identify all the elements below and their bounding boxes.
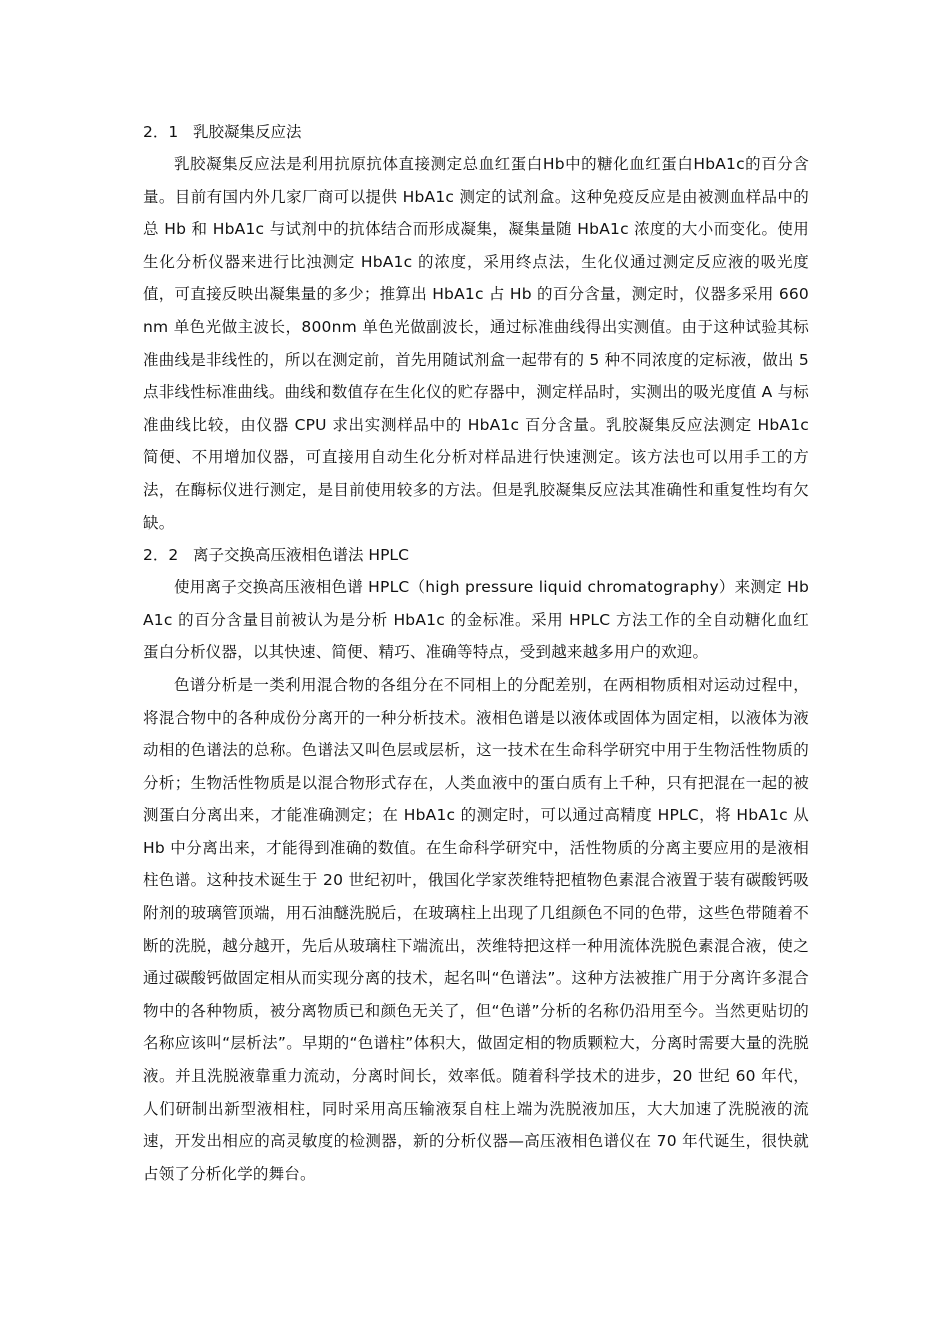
section-heading-2-2	[143, 539, 809, 571]
section-heading-2-1	[143, 116, 809, 148]
section-number: 2．2	[143, 546, 179, 565]
document-page	[143, 116, 809, 1190]
section-title: 离子交换高压液相色谱法 HPLC	[193, 546, 409, 565]
section-title: 乳胶凝集反应法	[193, 123, 302, 141]
paragraph: 使用离子交换高压液相色谱 HPLC（high pressure liquid chromatography）来测定 HbA1c 的百分含量目前被认为是分析 HbA1c 的金标准。采用 HPLC 方法工作的全自动糖化血红蛋白分析仪器，以其快速、简便、精巧、准确等特点，受到越来越多用户的欢迎。	[143, 578, 809, 662]
paragraph: 色谱分析是一类利用混合物的各组分在不同相上的分配差别，在两相物质相对运动过程中，将混合物中的各种成份分离开的一种分析技术。液相色谱是以液体或固体为固定相，以液体为液动相的色谱法的总称。色谱法又叫色层或层析，这一技术在生命科学研究中用于生物活性物质的分析；生物活性物质是以混合物形式存在，人类血液中的蛋白质有上千种，只有把混在一起的被测蛋白分离出来，才能准确测定；在 HbA1c 的测定时，可以通过高精度 HPLC，将 HbA1c 从 Hb 中分离出来，才能得到准确的数值。在生命科学研究中，活性物质的分离主要应用的是液相柱色谱。这种技术诞生于 20 世纪初叶，俄国化学家茨维特把植物色素混合液置于装有碳酸钙吸附剂的玻璃管顶端，用石油醚洗脱后，在玻璃柱上出现了几组颜色不同的色带，这些色带随着不断的洗脱，越分越开，先后从玻璃柱下端流出，茨维特把这样一种用流体洗脱色素混合液，使之通过碳酸钙做固定相从而实现分离的技术，起名叫“色谱法”。这种方法被推广用于分离许多混合物中的各种物质，被分离物质已和颜色无关了，但“色谱”分析的名称仍沿用至今。当然更贴切的名称应该叫“层析法”。早期的“色谱柱”体积大，做固定相的物质颗粒大，分离时需要大量的洗脱液。并且洗脱液靠重力流动，分离时间长，效率低。随着科学技术的进步，20 世纪 60 年代，人们研制出新型液相柱，同时采用高压输液泵自柱上端为洗脱液加压，大大加速了洗脱液的流速，开发出相应的高灵敏度的检测器，新的分析仪器—高压液相色谱仪在 70 年代诞生，很快就占领了分析化学的舞台。	[143, 675, 809, 1183]
section-number: 2．1	[143, 123, 179, 141]
paragraph: 乳胶凝集反应法是利用抗原抗体直接测定总血红蛋白Hb中的糖化血红蛋白HbA1c的百分含量。目前有国内外几家厂商可以提供 HbA1c 测定的试剂盒。这种免疫反应是由被测血样品中的总 Hb 和 HbA1c 与试剂中的抗体结合而形成凝集，凝集量随 HbA1c 浓度的大小而变化。使用生化分析仪器来进行比浊测定 HbA1c 的浓度，采用终点法，生化仪通过测定反应液的吸光度值，可直接反映出凝集量的多少；推算出 HbA1c 占 Hb 的百分含量，测定时，仪器多采用 660nm 单色光做主波长，800nm 单色光做副波长，通过标准曲线得出实测值。由于这种试验其标准曲线是非线性的，所以在测定前，首先用随试剂盒一起带有的 5 种不同浓度的定标液，做出 5 点非线性标准曲线。曲线和数值存在生化仪的贮存器中，测定样品时，实测出的吸光度值 A 与标准曲线比较，由仪器 CPU 求出实测样品中的 HbA1c 百分含量。乳胶凝集反应法测定 HbA1c 简便、不用增加仪器，可直接用自动生化分析对样品进行快速测定。该方法也可以用手工的方法，在酶标仪进行测定，是目前使用较多的方法。但是乳胶凝集反应法其准确性和重复性均有欠缺。	[143, 155, 809, 532]
